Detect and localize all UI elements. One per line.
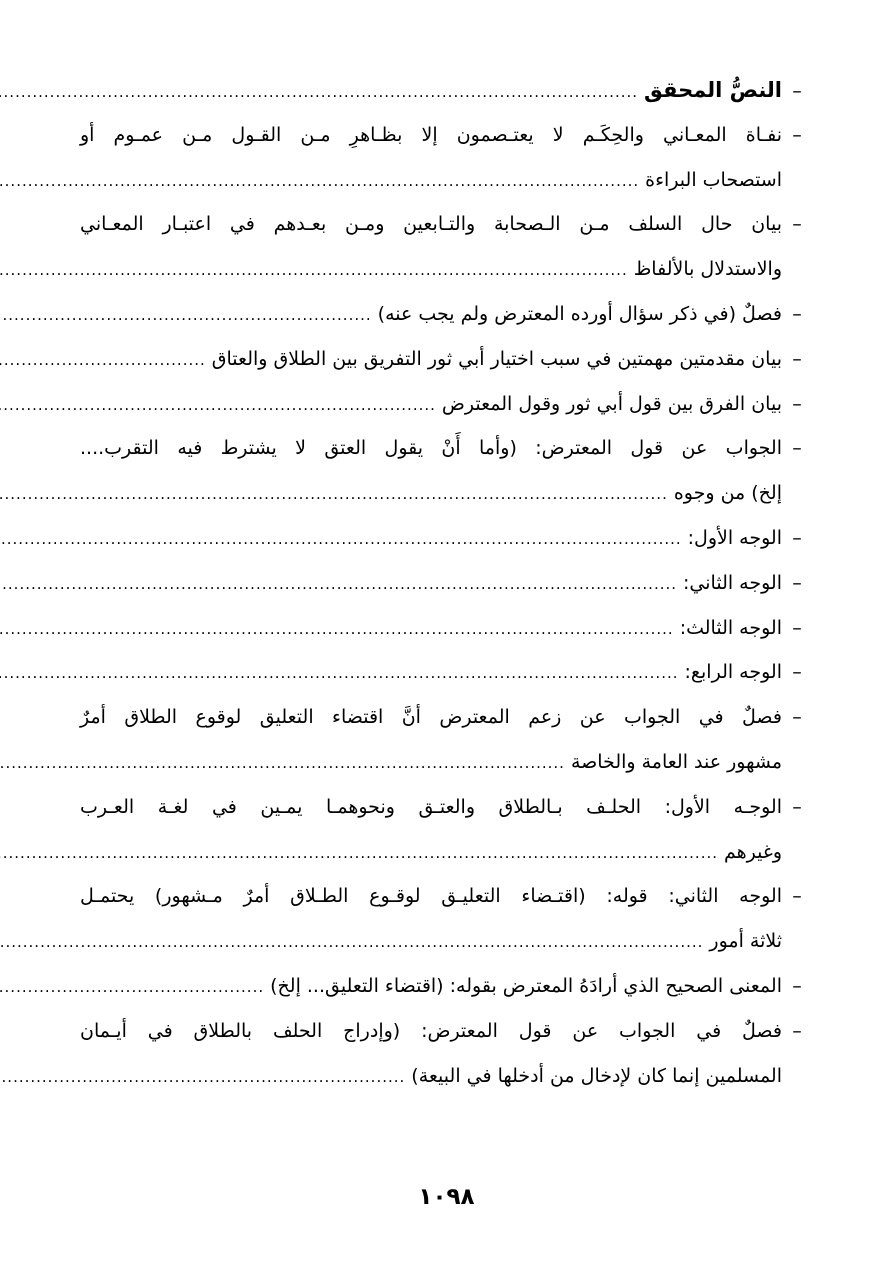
toc-row bbox=[80, 561, 812, 606]
toc-row bbox=[80, 964, 812, 1009]
entry-dash: – bbox=[792, 795, 802, 818]
dot-leader bbox=[0, 920, 703, 965]
toc-entry-title: فصلٌ (في ذكر سؤال أورده المعترض ولم يجب عنه) bbox=[377, 302, 782, 325]
toc-row bbox=[80, 247, 812, 292]
toc-row bbox=[80, 695, 812, 740]
toc-row bbox=[80, 874, 812, 919]
entry-dash: – bbox=[792, 80, 802, 102]
entry-dash: – bbox=[792, 706, 802, 729]
toc-row bbox=[80, 113, 812, 158]
toc-entry-title: الوجه الثاني: bbox=[683, 571, 782, 594]
toc-row bbox=[80, 650, 812, 695]
toc-row bbox=[80, 1009, 812, 1054]
entry-dash: – bbox=[792, 661, 802, 684]
entry-dash: – bbox=[792, 974, 802, 997]
dot-leader bbox=[0, 831, 718, 876]
toc-row bbox=[80, 337, 812, 382]
dot-leader bbox=[0, 293, 372, 338]
entry-dash: – bbox=[792, 392, 802, 415]
dot-leader bbox=[0, 651, 679, 696]
toc-entry-title: استصحاب البراءة bbox=[645, 168, 782, 191]
dot-leader bbox=[0, 159, 639, 204]
entry-dash: – bbox=[792, 302, 802, 325]
entry-dash: – bbox=[792, 347, 802, 370]
toc-row bbox=[80, 1054, 812, 1099]
toc-entry-title: فصلٌ في الجواب عن زعم المعترض أنَّ اقتضاء التعليق لوقوع الطلاق أمرٌ bbox=[80, 706, 782, 729]
dot-leader bbox=[0, 1055, 405, 1100]
toc-row bbox=[80, 382, 812, 427]
entry-dash: – bbox=[792, 885, 802, 908]
toc-entry-title: مشهور عند العامة والخاصة bbox=[570, 750, 782, 773]
entry-dash: – bbox=[792, 571, 802, 594]
toc-row bbox=[80, 68, 812, 113]
dot-leader bbox=[0, 248, 628, 293]
toc-row bbox=[80, 830, 812, 875]
toc-entry-title: الوجـه الأول: الحلـف بـالطلاق والعتـق ونحوهمـا يمـين في لغـة العـرب bbox=[80, 795, 782, 818]
table-of-contents bbox=[80, 68, 812, 1098]
dot-leader bbox=[0, 741, 565, 786]
toc-entry-title: ثلاثة أمور bbox=[709, 930, 782, 953]
toc-entry-title: الوجه الثاني: قوله: (اقتـضاء التعليـق لوقـوع الطـلاق أمرٌ مـشهور) يحتمـل bbox=[80, 885, 782, 908]
toc-row bbox=[80, 426, 812, 471]
toc-entry-title: إلخ) من وجوه bbox=[673, 482, 782, 505]
toc-row bbox=[80, 292, 812, 337]
dot-leader bbox=[0, 338, 206, 383]
toc-entry-title: المسلمين إنما كان لإدخال من أدخلها في البيعة) bbox=[411, 1064, 782, 1087]
toc-entry-title: والاستدلال بالألفاظ bbox=[633, 258, 782, 281]
entry-dash: – bbox=[792, 526, 802, 549]
toc-entry-title: بيان حال السلف مـن الـصحابة والتـابعين ومـن بعـدهم في اعتبـار المعـاني bbox=[80, 213, 782, 236]
toc-row bbox=[80, 740, 812, 785]
dot-leader bbox=[0, 383, 436, 428]
toc-row bbox=[80, 785, 812, 830]
toc-row bbox=[80, 606, 812, 651]
entry-dash: – bbox=[792, 123, 802, 146]
dot-leader bbox=[0, 472, 668, 517]
toc-entry-title: نفـاة المعـاني والحِكَـم لا يعتـصمون إلا بظـاهرِ مـن القـول مـن عمـوم أو bbox=[80, 123, 782, 146]
toc-entry-title: المعنى الصحيح الذي أرادَهُ المعترض بقوله: (اقتضاء التعليق... إلخ) bbox=[270, 974, 782, 997]
entry-dash: – bbox=[792, 1019, 802, 1042]
entry-dash: – bbox=[792, 616, 802, 639]
dot-leader bbox=[0, 517, 682, 562]
page-number: ١٠٩٨ bbox=[418, 1184, 475, 1210]
toc-entry-title: بيان الفرق بين قول أبي ثور وقول المعترض bbox=[441, 392, 782, 415]
dot-leader bbox=[0, 607, 674, 652]
toc-row bbox=[80, 158, 812, 203]
toc-entry-title: بيان مقدمتين مهمتين في سبب اختيار أبي ثور التفريق بين الطلاق والعتاق bbox=[211, 347, 782, 370]
toc-entry-title: وغيرهم bbox=[724, 840, 782, 863]
toc-row bbox=[80, 919, 812, 964]
dot-leader bbox=[0, 70, 638, 115]
toc-row bbox=[80, 471, 812, 516]
toc-row bbox=[80, 516, 812, 561]
toc-entry-title: فصلٌ في الجواب عن قول المعترض: (وإدراج الحلف بالطلاق في أيـمان bbox=[80, 1019, 782, 1042]
entry-dash: – bbox=[792, 213, 802, 236]
toc-row bbox=[80, 202, 812, 247]
dot-leader bbox=[0, 965, 264, 1010]
toc-entry-title: النصُّ المحقق bbox=[644, 78, 782, 102]
toc-entry-title: الوجه الرابع: bbox=[684, 661, 782, 684]
toc-entry-title: الجواب عن قول المعترض: (وأما أَنْ يقول العتق لا يشترط فيه التقرب.... bbox=[80, 437, 782, 460]
toc-entry-title: الوجه الأول: bbox=[687, 526, 782, 549]
toc-entry-title: الوجه الثالث: bbox=[679, 616, 782, 639]
dot-leader bbox=[0, 562, 677, 607]
entry-dash: – bbox=[792, 437, 802, 460]
